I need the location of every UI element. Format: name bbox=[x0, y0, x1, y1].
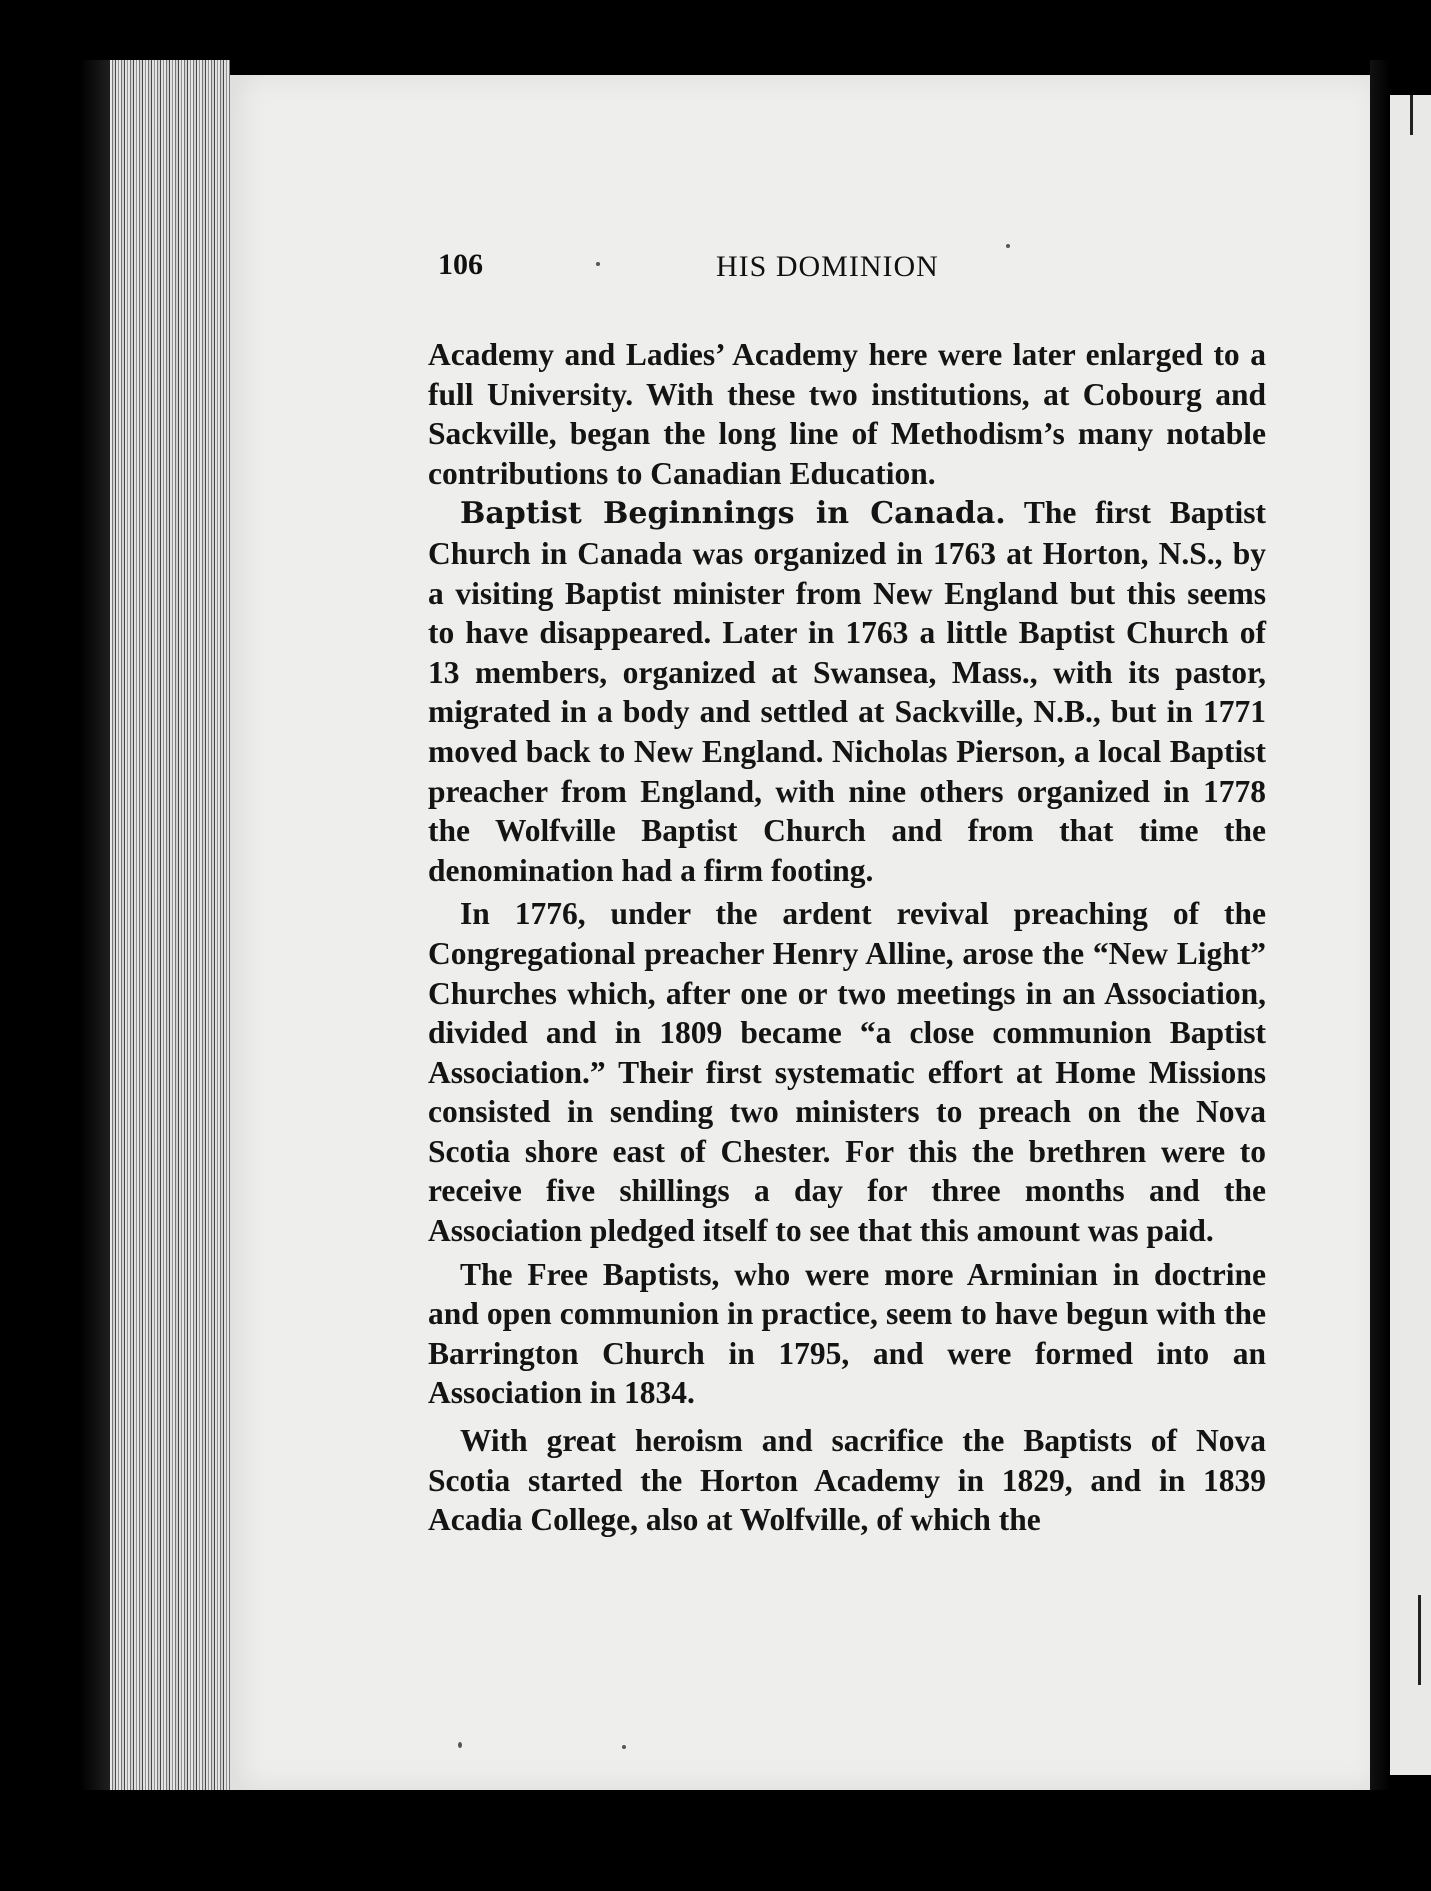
book-gutter bbox=[1370, 60, 1390, 1820]
scan-speck bbox=[622, 1745, 626, 1749]
paragraph-new-light: In 1776, under the ardent revival preaching of the Congregational preacher Henry Alline, arose the “New Light” Churches which, after one or two meetings in an Association, divided and in 1809 became “a close communion Baptist Association.” Their first systematic effort at Home Missions consisted in sending two ministers to preach on the Nova Scotia shore east of Chester. For this the brethren were to receive five shillings a day for three months and the Association pledged itself to see that this amount was paid. bbox=[428, 896, 1266, 1249]
paragraph-free-baptists: The Free Baptists, who were more Arminian in doctrine and open communion in practice, seem to have begun with the Barrington Church in 1795, and were formed into an Association in 1834. bbox=[428, 1256, 1266, 1411]
page-header bbox=[438, 248, 1238, 298]
scan-bottom-border bbox=[0, 1790, 1431, 1891]
running-head: HIS DOMINION bbox=[716, 250, 939, 283]
paragraph-baptist-beginnings bbox=[428, 493, 1266, 890]
section-heading: Baptist Beginnings in Canada. bbox=[460, 496, 1006, 532]
facing-page-sliver bbox=[1390, 95, 1431, 1775]
scan-speck bbox=[458, 1742, 462, 1748]
paragraph-acadia: With great heroism and sacrifice the Baptists of Nova Scotia started the Horton Academy in 1829, and in 1839 Acadia College, also at Wolfville, of which the bbox=[428, 1423, 1266, 1538]
paragraph-continuation: Academy and Ladies’ Academy here were later enlarged to a full University. With these two institutions, at Cobourg and Sackville, began the long line of Methodism’s many notable contributions to Canadian Education. bbox=[428, 337, 1266, 491]
stacked-page-edges bbox=[110, 60, 230, 1790]
sliver-mark bbox=[1410, 95, 1413, 135]
page-body bbox=[428, 335, 1266, 1540]
sliver-mark bbox=[1418, 1595, 1421, 1685]
paragraph-text: The first Baptist Church in Canada was organized in 1763 at Horton, N.S., by a visiting Baptist minister from New England but this seems to have disappeared. Later in 1763 a little Baptist Church of 13 members, organized at Swansea, Mass., with its pastor, migrated in a body and settled at Sackville, N.B., but in 1771 moved back to New England. Nicholas Pierson, a local Baptist preacher from England, with nine others organized in 1778 the Wolfville Baptist Church and from that time the denomination had a firm footing. bbox=[428, 495, 1266, 888]
page-number: 106 bbox=[438, 248, 483, 281]
